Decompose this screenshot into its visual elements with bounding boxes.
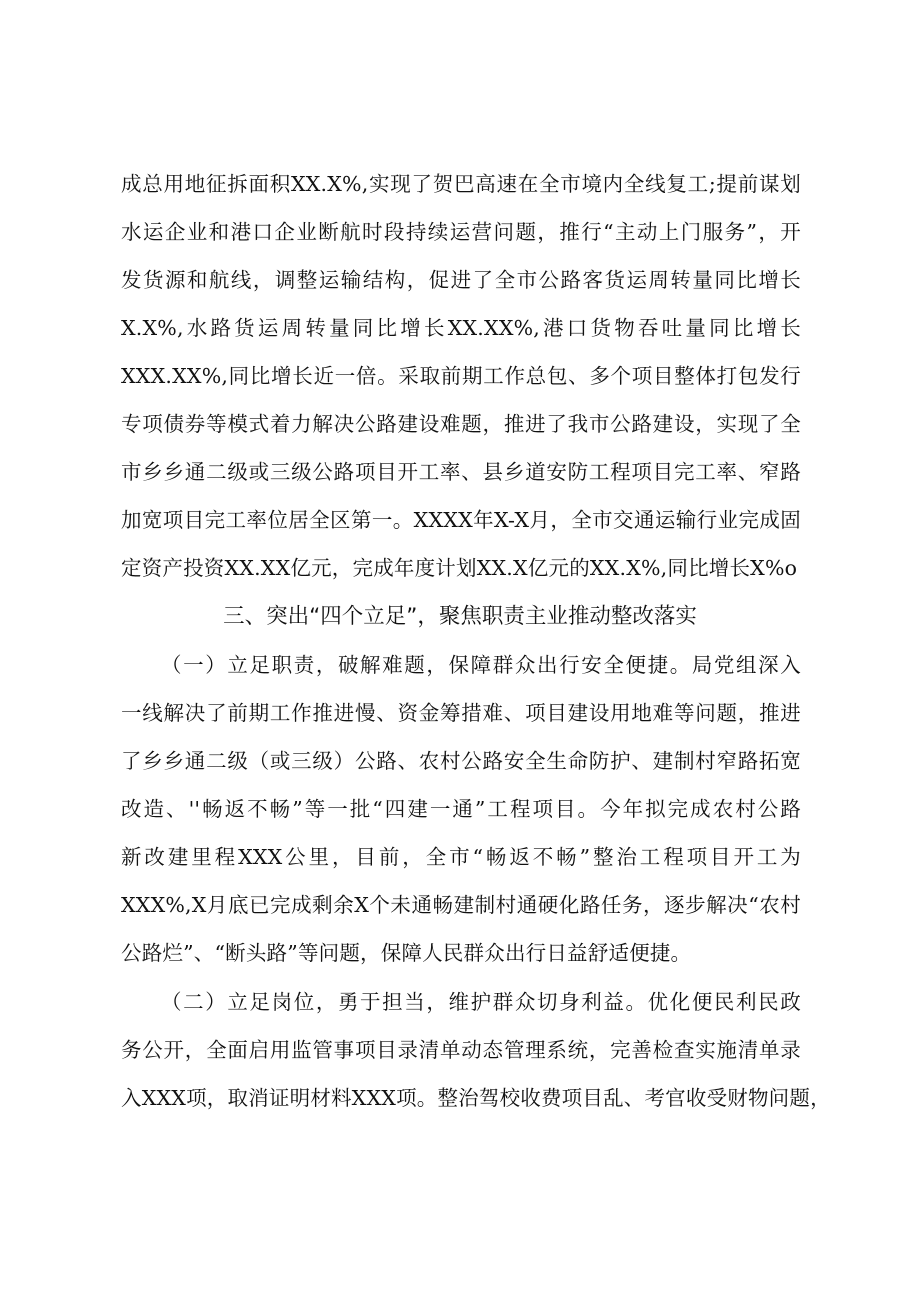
text-line: 水运企业和港口企业断航时段持续运营问题，推行“主动上门服务”，开 <box>121 220 801 244</box>
text-line: 新改建里程XXX公里，目前，全市“畅返不畅”整治工程项目开工为 <box>121 845 801 869</box>
text-line: 发货源和航线，调整运输结构，促进了全市公路客货运周转量同比增长 <box>121 268 801 292</box>
text-line: 加宽项目完工率位居全区第一。XXXX年X-X月，全市交通运输行业完成固 <box>121 508 801 532</box>
section-heading: 三、突出“四个立足”，聚焦职责主业推动整改落实 <box>223 604 697 629</box>
text-line: 改造、''畅返不畅”等一批“四建一通”工程项目。今年拟完成农村公路 <box>121 797 801 821</box>
text-line: （二）立足岗位，勇于担当，维护群众切身利益。优化便民利民政 <box>161 990 801 1014</box>
text-line: （一）立足职责，破解难题，保障群众出行安全便捷。局党组深入 <box>161 653 801 677</box>
text-line: 成总用地征拆面积XX.X%,实现了贺巴高速在全市境内全线复工;提前谋划 <box>121 172 801 196</box>
text-line: 专项债券等模式着力解决公路建设难题，推进了我市公路建设，实现了全 <box>121 412 801 436</box>
text-line: 一线解决了前期工作推进慢、资金筹措难、项目建设用地难等问题，推进 <box>121 701 801 725</box>
text-line: 定资产投资XX.XX亿元，完成年度计划XX.X亿元的XX.X%,同比增长X%o <box>121 556 798 580</box>
text-line: XXX%,X月底已完成剩余X个未通畅建制村通硬化路任务，逐步解决“农村 <box>121 893 801 917</box>
text-line: 务公开，全面启用监管事项目录清单动态管理系统，完善检查实施清单录 <box>121 1038 801 1062</box>
text-line: X.X%,水路货运周转量同比增长XX.XX%,港口货物吞吐量同比增长 <box>121 316 801 340</box>
text-line: 公路烂”、“断头路”等问题，保障人民群众出行日益舒适便捷。 <box>121 941 692 965</box>
text-line: 了乡乡通二级（或三级）公路、农村公路安全生命防护、建制村窄路拓宽 <box>121 749 801 773</box>
text-line: 入XXX项，取消证明材料XXX项。整治驾校收费项目乱、考官收受财物问题， <box>121 1086 831 1110</box>
text-line: XXX.XX%,同比增长近一倍。采取前期工作总包、多个项目整体打包发行 <box>121 364 801 388</box>
text-line: 市乡乡通二级或三级公路项目开工率、县乡道安防工程项目完工率、窄路 <box>121 460 801 484</box>
